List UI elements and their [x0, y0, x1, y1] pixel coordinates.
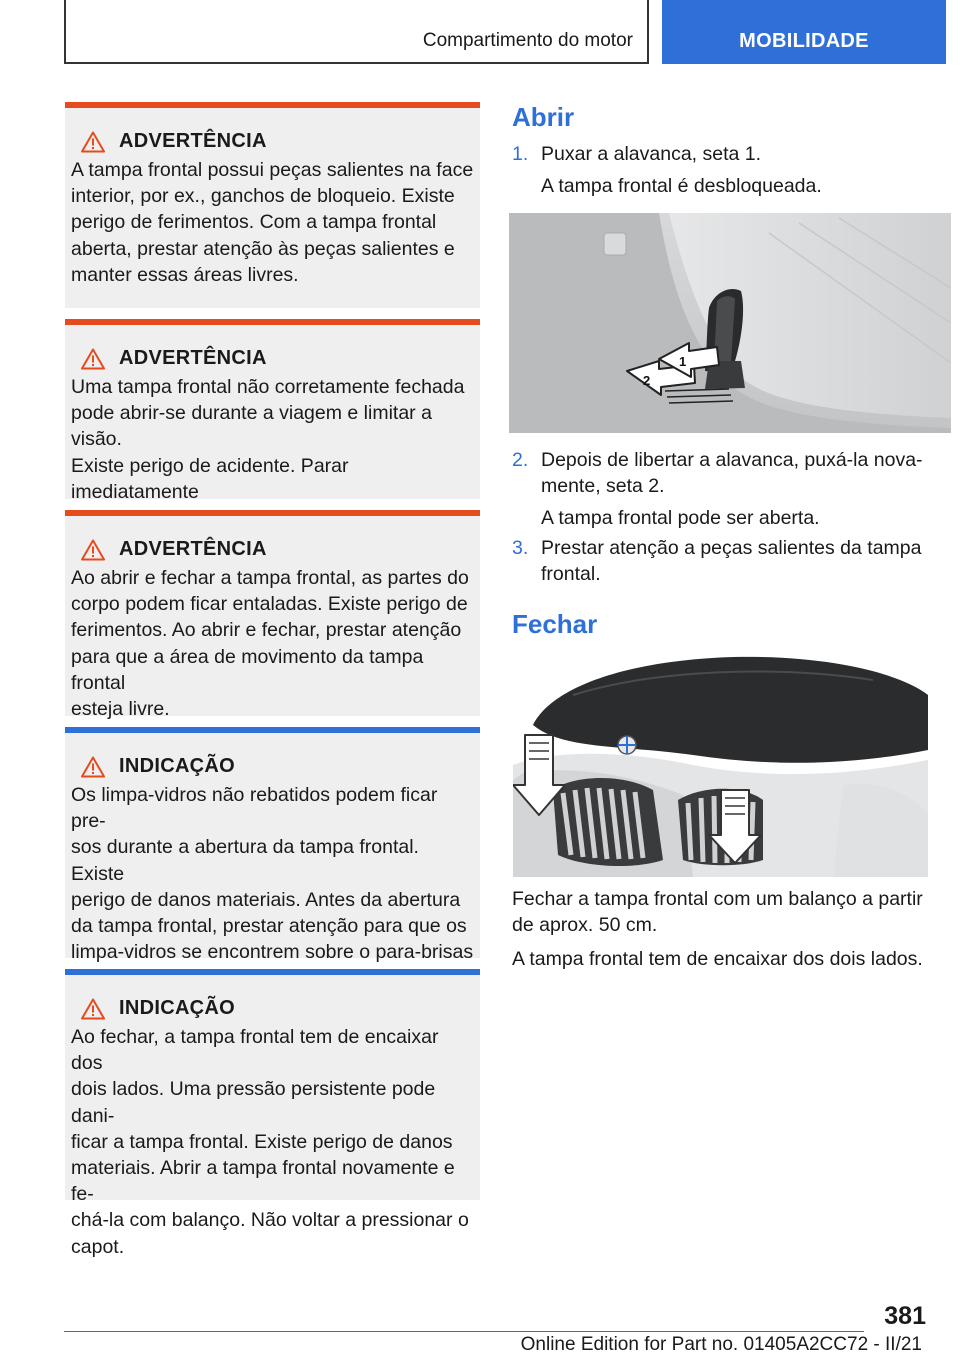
info-title: INDICAÇÃO — [81, 755, 474, 778]
step-text-line: Depois de libertar a alavanca, puxá-la nova‐ — [541, 449, 923, 471]
footer-edition: Online Edition for Part no. 01405A2CC72 - II/21 — [520, 1334, 922, 1355]
step-number: 1. — [512, 143, 529, 165]
step-text: Puxar a alavanca, seta 1. — [541, 143, 762, 165]
arrow-label-1: 1 — [679, 354, 687, 369]
step-2 — [512, 447, 932, 531]
section-heading-open: Abrir — [512, 102, 575, 132]
warning-triangle-icon — [81, 348, 105, 370]
step-text-line: mente, seta 2. — [541, 475, 665, 497]
step-result: A tampa frontal é desbloqueada. — [541, 175, 822, 197]
close-paragraph-1: Fechar a tampa frontal com um balanço a partir de aprox. 50 cm. — [512, 888, 923, 936]
warning-title: ADVERTÊNCIA — [81, 130, 474, 153]
warning-triangle-icon — [81, 539, 105, 561]
hood-release-lever-figure — [509, 213, 951, 433]
warning-box-2 — [65, 319, 480, 503]
step-1 — [512, 141, 932, 199]
step-text-line: frontal. — [541, 563, 601, 585]
warning-text: A tampa frontal possui peças salientes na face interior, por ex., ganchos de bloqueio. Existe perigo de ferimentos. Com a tampa frontal aberta, prestar atenção às peças salientes e manter essas áreas livres. — [71, 159, 474, 286]
header-chapter-tab[interactable] — [662, 0, 946, 64]
warning-text: Uma tampa frontal não corretamente fechada pode abrir-se durante a viagem e limitar a visão. Existe perigo de acidente. Parar imediatamente — [71, 376, 465, 503]
step-result: A tampa frontal pode ser aberta. — [541, 507, 820, 529]
lever-illustration — [509, 213, 951, 433]
page-number: 381 — [884, 1302, 926, 1330]
info-text: Ao fechar, a tampa frontal tem de encaixar dos dois lados. Uma pressão persistente pode dani‐ ficar a tampa frontal. Existe perigo de danos materiais. Abrir a tampa frontal novamente e fe‐ chá-la com balanço. Não voltar a pressionar o capot. — [71, 1026, 469, 1258]
warning-triangle-icon — [81, 131, 105, 153]
warning-box-3 — [65, 510, 480, 721]
info-text: Os limpa-vidros não rebatidos podem ficar pre‐ sos durante a abertura da tampa frontal. Existe perigo de danos materiais. Antes da abertura da tampa frontal, prestar atenção para que os limpa-vidros se encontrem sobre o para-brisas — [71, 784, 474, 964]
header-section-title: Compartimento do motor — [422, 30, 633, 51]
info-box-2 — [65, 969, 480, 1258]
step-text-line: Prestar atenção a peças salientes da tampa — [541, 537, 922, 559]
warning-triangle-icon — [81, 998, 105, 1020]
hood-closing-illustration — [513, 655, 928, 877]
info-title: INDICAÇÃO — [81, 997, 474, 1020]
warning-title: ADVERTÊNCIA — [81, 347, 474, 370]
header-frame — [64, 0, 649, 64]
step-number: 3. — [512, 537, 529, 559]
arrow-label-2: 2 — [643, 373, 651, 388]
section-heading-close: Fechar — [512, 609, 598, 639]
footer-divider — [64, 1331, 864, 1332]
step-number: 2. — [512, 449, 529, 471]
warning-title: ADVERTÊNCIA — [81, 538, 474, 561]
step-3 — [512, 535, 932, 587]
header-chapter-label: MOBILIDADE — [739, 30, 869, 52]
info-box-1 — [65, 727, 480, 964]
warning-triangle-icon — [81, 756, 105, 778]
warning-text: Ao abrir e fechar a tampa frontal, as partes do corpo podem ficar entaladas. Existe perigo de ferimentos. Ao abrir e fechar, prestar atenção para que a área de movimento da tampa frontal esteja livre. — [71, 567, 469, 721]
warning-box-1 — [65, 102, 480, 308]
close-paragraph-2: A tampa frontal tem de encaixar dos dois lados. — [512, 948, 923, 970]
hood-closing-figure — [513, 655, 928, 877]
